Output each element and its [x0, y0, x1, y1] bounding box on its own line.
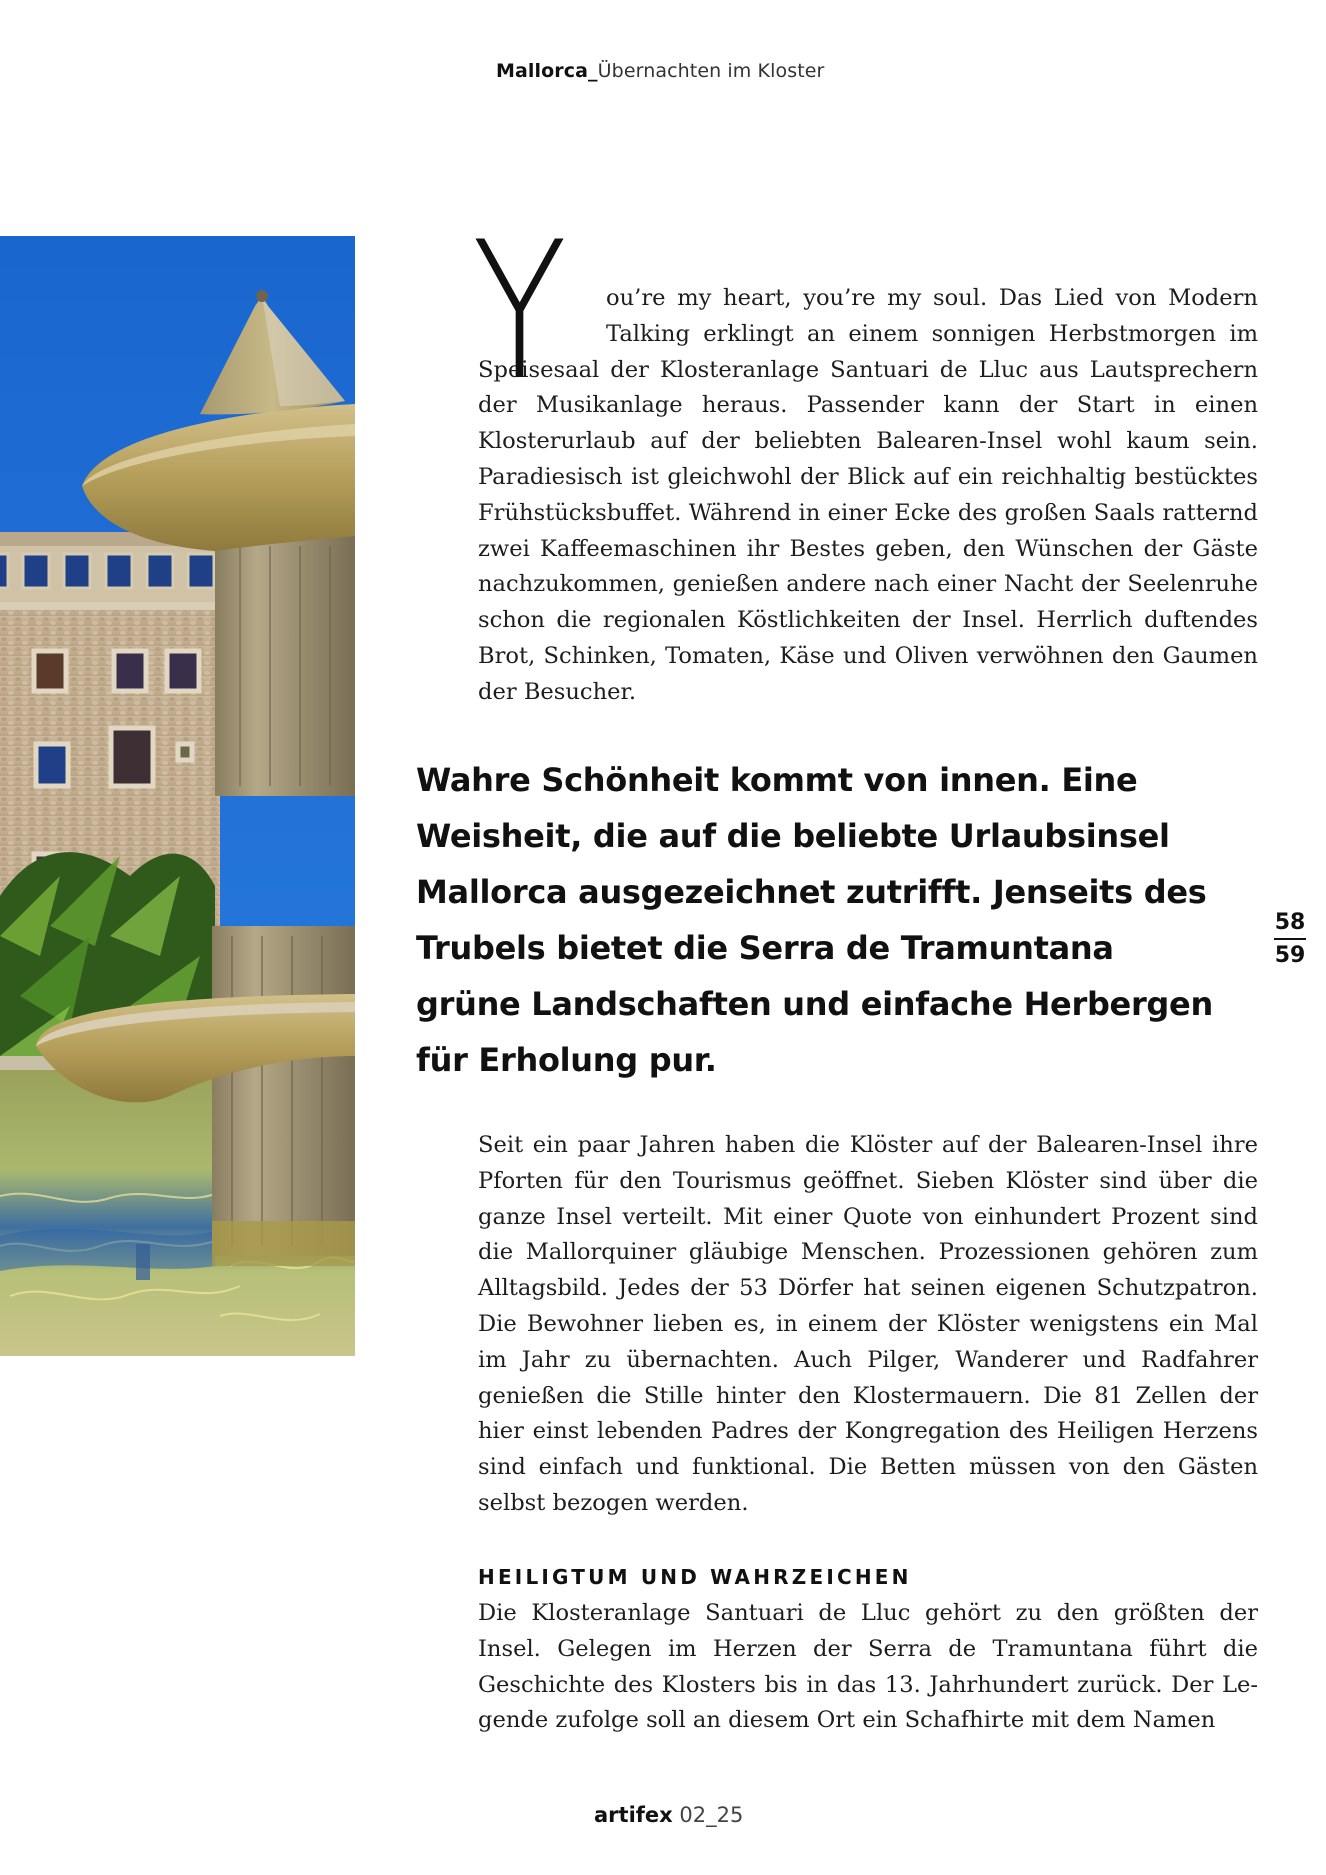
- drop-cap: Y: [472, 201, 568, 422]
- page-numbers: [1270, 910, 1310, 969]
- page-number-left: 58: [1274, 910, 1306, 935]
- body-paragraph: Seit ein paar Jahren haben die Klöster auf der Balearen-Insel ihre Pforten für den Tourismus geöffnet. Sieben Klöster sind über die ganze Insel verteilt. Mit einer Quote von einhundert Prozent sind die Mallorquiner gläubige Menschen. Prozessionen gehören zum Alltagsbild. Jedes der 53 Dörfer hat seinen eigenen Schutzpatron. Die Bewohner lieben es, in einem der Klöster wenigstens ein Mal im Jahr zu übernachten. Auch Pilger, Wanderer und Radfahrer genießen die Stille hinter den Klostermauern. Die 81 Zellen der hier einst lebenden Padres der Kongregation des Heiligen Herzens sind einfach und funktional. Die Betten müssen von den Gästen selbst bezogen werden.: [478, 1132, 1258, 1516]
- page-number-divider: [1274, 938, 1306, 940]
- page-number-right: 59: [1274, 943, 1306, 968]
- article-section-sanctuary: [478, 1596, 1258, 1739]
- running-head: [496, 60, 824, 82]
- article-intro: [472, 201, 1258, 711]
- running-head-section: Mallorca_: [496, 60, 598, 82]
- body-paragraph: Die Klosteranlage Santuari de Lluc gehört zu den größten der Insel. Gelegen im Herzen der Serra de Tramuntana führt die Geschichte des Klosters bis in das 13. Jahrhundert zurück. Der Legende zufolge soll an diesem Ort ein Schafhirte mit dem Namen: [478, 1600, 1258, 1734]
- running-head-title: Übernachten im Kloster: [597, 60, 825, 82]
- issue-number: 02_25: [679, 1803, 744, 1827]
- fountain-photo: [0, 236, 355, 1356]
- page-footer: [594, 1803, 743, 1827]
- magazine-name: artifex: [594, 1803, 673, 1827]
- section-subheading: HEILIGTUM UND WAHRZEICHEN: [478, 1565, 912, 1589]
- article-section-tourism: [478, 1128, 1258, 1522]
- fountain-image-icon: [0, 236, 355, 1356]
- pull-quote: Wahre Schönheit kommt von innen. Eine Weisheit, die auf die beliebte Urlaubsinsel Mallorca ausgezeichnet zutrifft. Jenseits des Trubels bietet die Serra de Tramuntana grüne Landschaften und einfache Herbergen für Erholung pur.: [416, 761, 1213, 1079]
- intro-paragraph: ou’re my heart, you’re my soul. Das Lied von Modern Talking erklingt an einem sonnigen Herbstmorgen im Speisesaal der Klosteranlage Santuari de Lluc aus Lautsprechern der Musikanlage heraus. Passender kann der Start in einen Klosterurlaub auf der beliebten Balearen-Insel wohl kaum sein. Paradiesisch ist gleichwohl der Blick auf ein reichhaltig bestücktes Frühstücksbuffet. Während in einer Ecke des großen Saals ratternd zwei Kaffeemaschinen ihr Bestes geben, den Wünschen der Gäste nachzukommen, genießen andere nach einer Nacht der Seelenruhe schon die regionalen Köstlichkeiten der Insel. Herrlich duftendes Brot, Schinken, Tomaten, Käse und Oliven verwöhnen den Gaumen der Besucher.: [478, 285, 1258, 705]
